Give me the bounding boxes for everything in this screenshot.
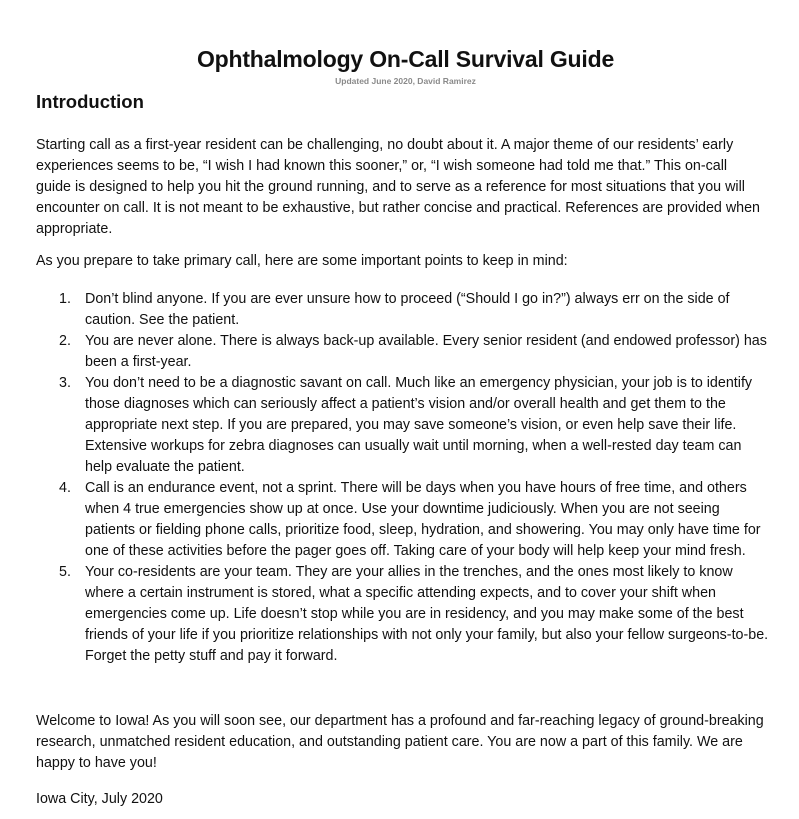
list-item [36, 373, 770, 478]
document-subtitle: Updated June 2020, David Ramirez [335, 76, 476, 86]
list-item-number: 5. [59, 564, 71, 580]
list-item-number: 1. [59, 291, 71, 307]
list-item-text: Call is an endurance event, not a sprint. There will be days when you have hours of free time, and others when 4 true emergencies show up at once. Use your downtime judiciously. When you are not seeing patients or fielding phone calls, prioritize food, sleep, hydration, and showering. You may only have time for one of these activities before the pager goes off. Taking care of your body will help keep your mind fresh. [85, 480, 761, 559]
list-item-number: 3. [59, 375, 71, 391]
document-title: Ophthalmology On-Call Survival Guide [196, 46, 615, 72]
key-points-list [36, 289, 770, 667]
list-item-number: 4. [59, 480, 71, 496]
list-item-text: Don’t blind anyone. If you are ever unsure how to proceed (“Should I go in?”) always err on the side of caution. See the patient. [85, 291, 730, 328]
list-item [36, 478, 770, 562]
welcome-paragraph: Welcome to Iowa! As you will soon see, our department has a profound and far-reaching legacy of ground-breaking research, unmatched resident education, and outstanding patient care. You are now a part of this family. We are happy to have you! [36, 713, 764, 771]
section-heading-introduction: Introduction [36, 91, 144, 112]
intro-paragraph: Starting call as a first-year resident can be challenging, no doubt about it. A major theme of our residents’ early experiences seems to be, “I wish I had known this sooner,” or, “I wish someone had told me that.” This on-call guide is designed to help you hit the ground running, and to serve as a reference for most situations that you will encounter on call. It is not meant to be exhaustive, but rather concise and practical. References are provided when appropriate. [36, 137, 760, 237]
list-item [36, 331, 770, 373]
list-item-number: 2. [59, 333, 71, 349]
signoff-line: Iowa City, July 2020 [36, 791, 163, 807]
list-item [36, 562, 770, 667]
list-item-text: You don’t need to be a diagnostic savant on call. Much like an emergency physician, your job is to identify those diagnoses which can seriously affect a patient’s vision and/or overall health and get them to the appropriate next step. If you are prepared, you may save someone’s vision, or even help save their life. Extensive workups for zebra diagnoses can usually wait until morning, when a well-rested day team can help evaluate the patient. [85, 375, 753, 475]
list-item-text: You are never alone. There is always back-up available. Every senior resident (and endowed professor) has been a first-year. [85, 333, 767, 370]
list-item-text: Your co-residents are your team. They are your allies in the trenches, and the ones most likely to know where a certain instrument is stored, what a specific attending expects, and to cover your shift when emergencies come up. Life doesn’t stop while you are in residency, and you may make some of the best friends of your life if you prioritize relationships with not only your family, but also your fellow surgeons-to-be. Forget the petty stuff and pay it forward. [85, 564, 769, 664]
lead-paragraph: As you prepare to take primary call, here are some important points to keep in mind: [36, 253, 568, 269]
list-item [36, 289, 770, 331]
